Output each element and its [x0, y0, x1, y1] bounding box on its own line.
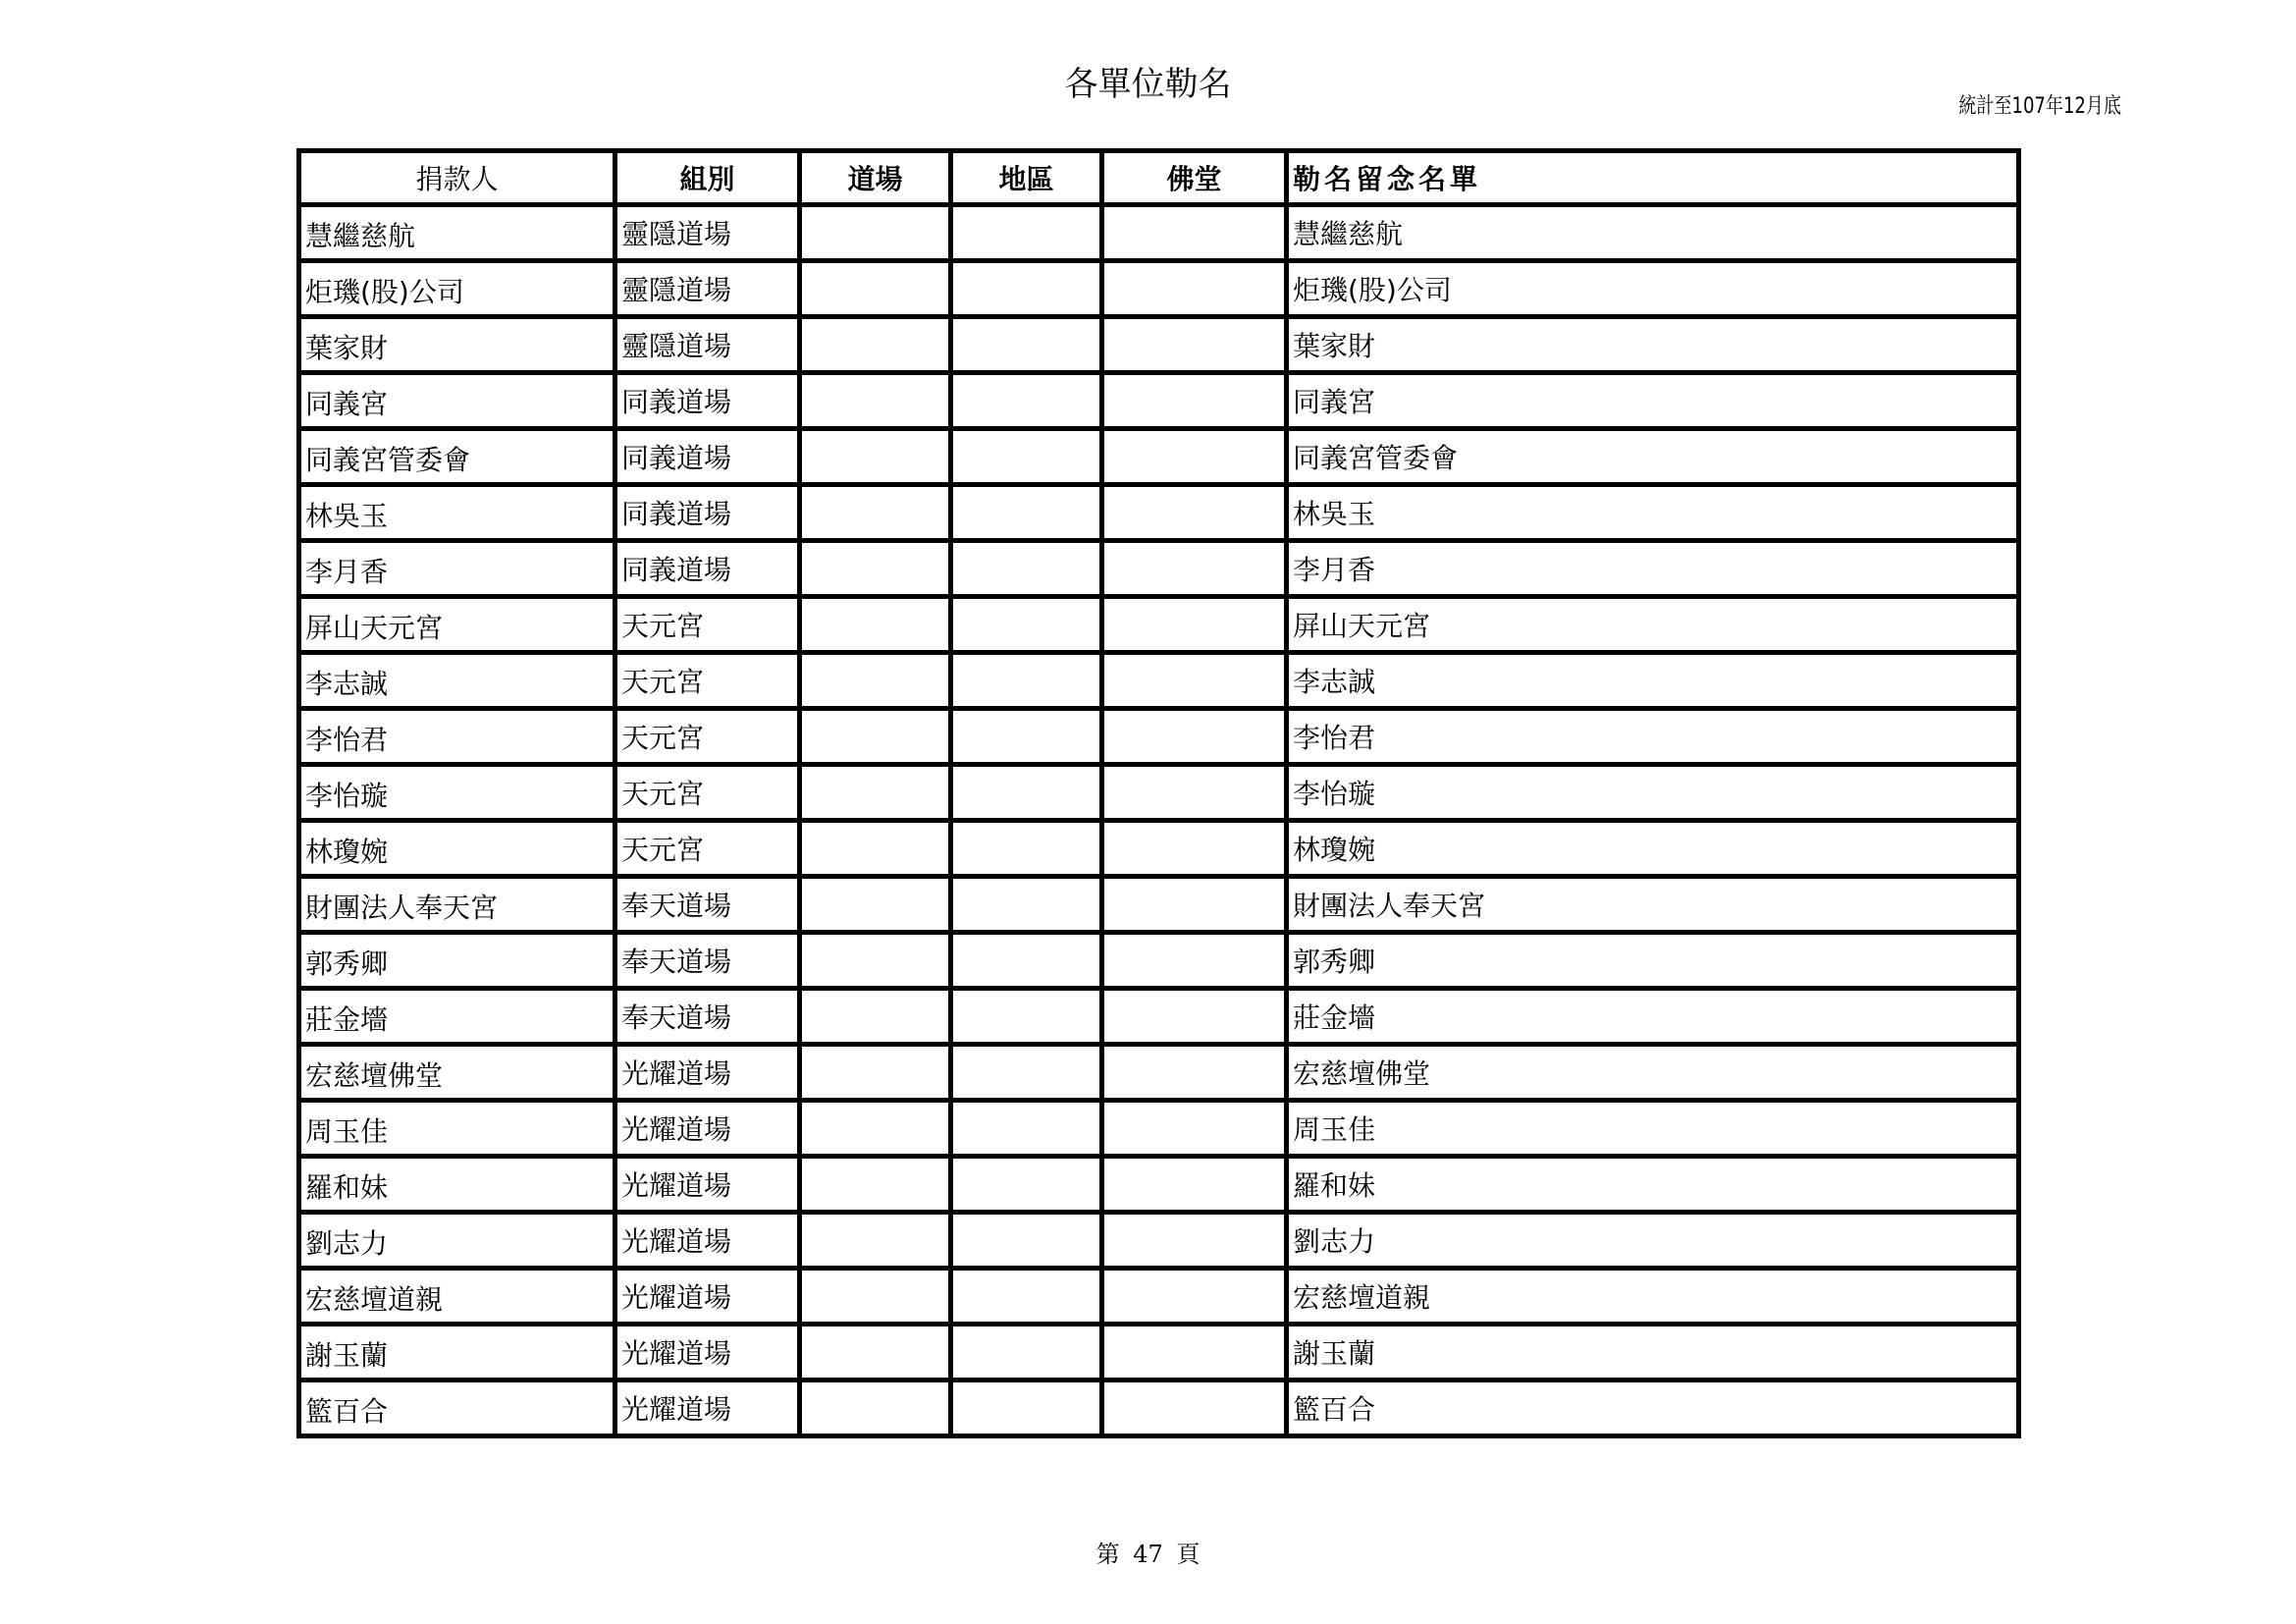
cell-memorial: 林吳玉 — [1287, 485, 2019, 541]
table-row — [299, 989, 2019, 1045]
cell-hall — [1102, 597, 1287, 653]
cell-temple — [800, 261, 951, 317]
cell-region — [951, 261, 1102, 317]
donor-table — [296, 148, 2021, 1438]
table-row — [299, 1325, 2019, 1380]
cell-memorial: 葉家財 — [1287, 317, 2019, 373]
cell-hall — [1102, 877, 1287, 933]
cell-hall — [1102, 205, 1287, 261]
cell-region — [951, 1380, 1102, 1436]
cell-hall — [1102, 989, 1287, 1045]
cell-memorial: 郭秀卿 — [1287, 933, 2019, 989]
cell-group: 光耀道場 — [615, 1325, 800, 1380]
table-row — [299, 485, 2019, 541]
cell-hall — [1102, 1269, 1287, 1325]
cell-temple — [800, 1157, 951, 1213]
cell-memorial: 炬璣(股)公司 — [1287, 261, 2019, 317]
header-donor: 捐款人 — [299, 151, 615, 205]
cell-region — [951, 317, 1102, 373]
cell-group: 光耀道場 — [615, 1380, 800, 1436]
table-row — [299, 429, 2019, 485]
cell-hall — [1102, 821, 1287, 877]
cell-memorial: 李怡璇 — [1287, 765, 2019, 821]
cell-donor: 李志誠 — [299, 653, 615, 709]
cell-memorial: 李月香 — [1287, 541, 2019, 597]
table-row — [299, 877, 2019, 933]
table-row — [299, 653, 2019, 709]
cell-donor: 李怡璇 — [299, 765, 615, 821]
cell-group: 光耀道場 — [615, 1157, 800, 1213]
cell-region — [951, 653, 1102, 709]
cell-temple — [800, 877, 951, 933]
header-hall: 佛堂 — [1102, 151, 1287, 205]
header-temple: 道場 — [800, 151, 951, 205]
cell-region — [951, 373, 1102, 429]
cell-donor: 炬璣(股)公司 — [299, 261, 615, 317]
cell-donor: 宏慈壇佛堂 — [299, 1045, 615, 1101]
cell-memorial: 慧繼慈航 — [1287, 205, 2019, 261]
table-row — [299, 1045, 2019, 1101]
table-row — [299, 1101, 2019, 1157]
cell-region — [951, 1045, 1102, 1101]
cell-hall — [1102, 709, 1287, 765]
statistics-date: 統計至107年12月底 — [1958, 94, 2121, 119]
cell-hall — [1102, 1045, 1287, 1101]
table-row — [299, 373, 2019, 429]
cell-donor: 李月香 — [299, 541, 615, 597]
cell-memorial: 林瓊婉 — [1287, 821, 2019, 877]
cell-group: 天元宮 — [615, 597, 800, 653]
cell-donor: 劉志力 — [299, 1213, 615, 1269]
cell-region — [951, 989, 1102, 1045]
cell-memorial: 同義宮管委會 — [1287, 429, 2019, 485]
table-row — [299, 933, 2019, 989]
header-memorial-list: 勒名留念名單 — [1287, 151, 2019, 205]
cell-donor: 郭秀卿 — [299, 933, 615, 989]
cell-group: 光耀道場 — [615, 1101, 800, 1157]
cell-hall — [1102, 1213, 1287, 1269]
cell-group: 光耀道場 — [615, 1045, 800, 1101]
cell-hall — [1102, 317, 1287, 373]
cell-memorial: 財團法人奉天宮 — [1287, 877, 2019, 933]
cell-group: 奉天道場 — [615, 989, 800, 1045]
cell-group: 天元宮 — [615, 709, 800, 765]
cell-group: 天元宮 — [615, 821, 800, 877]
cell-donor: 財團法人奉天宮 — [299, 877, 615, 933]
header-group: 組別 — [615, 151, 800, 205]
cell-memorial: 謝玉蘭 — [1287, 1325, 2019, 1380]
page-title: 各單位勒名 — [1064, 65, 1232, 104]
table-row — [299, 1157, 2019, 1213]
cell-hall — [1102, 1101, 1287, 1157]
table-row — [299, 1269, 2019, 1325]
cell-donor: 宏慈壇道親 — [299, 1269, 615, 1325]
cell-hall — [1102, 1325, 1287, 1380]
cell-temple — [800, 1380, 951, 1436]
cell-memorial: 同義宮 — [1287, 373, 2019, 429]
table-row — [299, 709, 2019, 765]
cell-temple — [800, 205, 951, 261]
cell-donor: 林瓊婉 — [299, 821, 615, 877]
cell-temple — [800, 1045, 951, 1101]
cell-memorial: 宏慈壇道親 — [1287, 1269, 2019, 1325]
cell-region — [951, 1269, 1102, 1325]
cell-temple — [800, 765, 951, 821]
cell-temple — [800, 1269, 951, 1325]
cell-region — [951, 597, 1102, 653]
cell-region — [951, 933, 1102, 989]
cell-group: 奉天道場 — [615, 877, 800, 933]
cell-region — [951, 765, 1102, 821]
cell-group: 同義道場 — [615, 429, 800, 485]
cell-region — [951, 1101, 1102, 1157]
table-row — [299, 1213, 2019, 1269]
cell-donor: 謝玉蘭 — [299, 1325, 615, 1380]
cell-region — [951, 205, 1102, 261]
cell-hall — [1102, 1157, 1287, 1213]
cell-donor: 羅和妹 — [299, 1157, 615, 1213]
cell-group: 天元宮 — [615, 653, 800, 709]
cell-hall — [1102, 541, 1287, 597]
cell-temple — [800, 821, 951, 877]
cell-memorial: 屏山天元宮 — [1287, 597, 2019, 653]
cell-group: 靈隱道場 — [615, 261, 800, 317]
cell-temple — [800, 653, 951, 709]
cell-memorial: 宏慈壇佛堂 — [1287, 1045, 2019, 1101]
cell-donor: 莊金墻 — [299, 989, 615, 1045]
cell-donor: 周玉佳 — [299, 1101, 615, 1157]
cell-hall — [1102, 933, 1287, 989]
cell-memorial: 周玉佳 — [1287, 1101, 2019, 1157]
cell-group: 同義道場 — [615, 485, 800, 541]
table-row — [299, 821, 2019, 877]
cell-region — [951, 1157, 1102, 1213]
cell-donor: 同義宮管委會 — [299, 429, 615, 485]
cell-group: 光耀道場 — [615, 1269, 800, 1325]
cell-temple — [800, 485, 951, 541]
cell-region — [951, 429, 1102, 485]
cell-memorial: 李怡君 — [1287, 709, 2019, 765]
cell-hall — [1102, 765, 1287, 821]
cell-temple — [800, 933, 951, 989]
cell-region — [951, 1213, 1102, 1269]
table-row — [299, 1380, 2019, 1436]
cell-memorial: 莊金墻 — [1287, 989, 2019, 1045]
cell-memorial: 劉志力 — [1287, 1213, 2019, 1269]
cell-donor: 同義宮 — [299, 373, 615, 429]
cell-donor: 慧繼慈航 — [299, 205, 615, 261]
cell-region — [951, 1325, 1102, 1380]
cell-memorial: 李志誠 — [1287, 653, 2019, 709]
cell-temple — [800, 989, 951, 1045]
cell-group: 奉天道場 — [615, 933, 800, 989]
cell-hall — [1102, 373, 1287, 429]
table-row — [299, 261, 2019, 317]
cell-temple — [800, 1213, 951, 1269]
cell-hall — [1102, 261, 1287, 317]
cell-donor: 籃百合 — [299, 1380, 615, 1436]
cell-group: 同義道場 — [615, 373, 800, 429]
cell-temple — [800, 317, 951, 373]
table-row — [299, 205, 2019, 261]
cell-temple — [800, 429, 951, 485]
cell-group: 天元宮 — [615, 765, 800, 821]
cell-hall — [1102, 429, 1287, 485]
cell-region — [951, 541, 1102, 597]
header-region: 地區 — [951, 151, 1102, 205]
cell-hall — [1102, 1380, 1287, 1436]
cell-temple — [800, 597, 951, 653]
cell-hall — [1102, 485, 1287, 541]
cell-group: 靈隱道場 — [615, 317, 800, 373]
cell-donor: 葉家財 — [299, 317, 615, 373]
table-row — [299, 765, 2019, 821]
cell-temple — [800, 373, 951, 429]
cell-donor: 屏山天元宮 — [299, 597, 615, 653]
cell-temple — [800, 541, 951, 597]
table-row — [299, 317, 2019, 373]
cell-temple — [800, 1325, 951, 1380]
cell-region — [951, 821, 1102, 877]
cell-group: 同義道場 — [615, 541, 800, 597]
cell-region — [951, 877, 1102, 933]
cell-donor: 林吳玉 — [299, 485, 615, 541]
cell-temple — [800, 709, 951, 765]
page-number: 第 47 頁 — [1095, 1541, 1201, 1568]
cell-region — [951, 709, 1102, 765]
cell-donor: 李怡君 — [299, 709, 615, 765]
table-row — [299, 541, 2019, 597]
cell-memorial: 籃百合 — [1287, 1380, 2019, 1436]
cell-region — [951, 485, 1102, 541]
table-header-row — [299, 151, 2019, 205]
cell-memorial: 羅和妹 — [1287, 1157, 2019, 1213]
table-row — [299, 597, 2019, 653]
cell-hall — [1102, 653, 1287, 709]
cell-group: 靈隱道場 — [615, 205, 800, 261]
cell-group: 光耀道場 — [615, 1213, 800, 1269]
cell-temple — [800, 1101, 951, 1157]
